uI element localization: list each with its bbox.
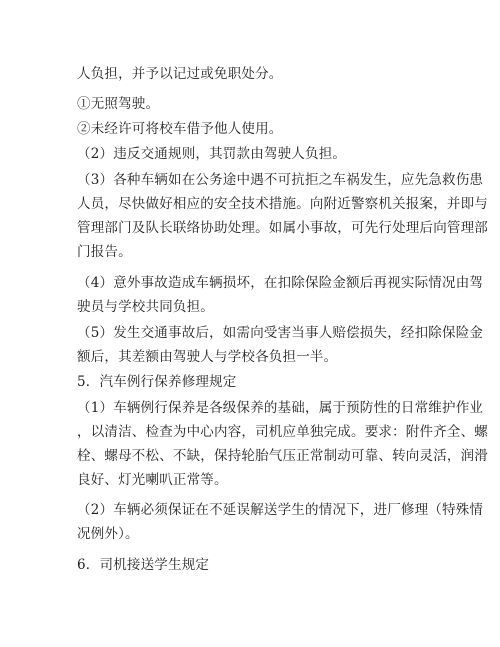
text-line-3: ②未经许可将校车借予他人使用。	[77, 121, 283, 137]
text-line-19: 况例外）。	[77, 526, 139, 542]
text-line-11: （5）发生交通事故后，如需向受害当事人赔偿损失，经扣除保险金	[77, 325, 484, 341]
text-line-15: ，以清洁、检查为中心内容，司机应单独完成。要求：附件齐全、螺	[77, 424, 488, 440]
section-heading-5: 5．汽车例行保养修理规定	[77, 374, 237, 390]
text-line-2: ①无照驾驶。	[77, 96, 160, 112]
text-line-16: 栓、螺母不松、不缺，保持轮胎气压正常制动可靠、转向灵活，润滑	[77, 448, 488, 464]
text-line-8: 门报告。	[77, 244, 132, 260]
text-line-9: （4）意外事故造成车辆损坏，在扣除保险金额后再视实际情况由驾	[77, 275, 484, 291]
text-line-6: 人员，尽快做好相应的安全技术措施。向附近警察机关报案，并即与	[77, 196, 488, 212]
text-line-17: 良好、灯光喇叭正常等。	[77, 472, 228, 488]
text-line-1: 人负担，并予以记过或免职处分。	[77, 66, 283, 82]
text-line-7: 管理部门及队长联络协助处理。如属小事故，可先行处理后向管理部	[77, 220, 488, 236]
text-line-18: （2）车辆必须保证在不延误解送学生的情况下，进厂修理（特殊情	[77, 502, 484, 518]
text-line-5: （3）各种车辆如在公务途中遇不可抗拒之车祸发生，应先急救伤患	[77, 172, 484, 188]
section-heading-6: 6．司机接送学生规定	[77, 557, 210, 573]
text-line-4: （2）违反交通规则，其罚款由驾驶人负担。	[77, 146, 347, 162]
text-line-10: 驶员与学校共同负担。	[77, 299, 214, 315]
text-line-14: （1）车辆例行保养是各级保养的基础，属于预防性的日常维护作业	[77, 400, 484, 416]
text-line-12: 额后，其差额由驾驶人与学校各负担一半。	[77, 349, 338, 365]
